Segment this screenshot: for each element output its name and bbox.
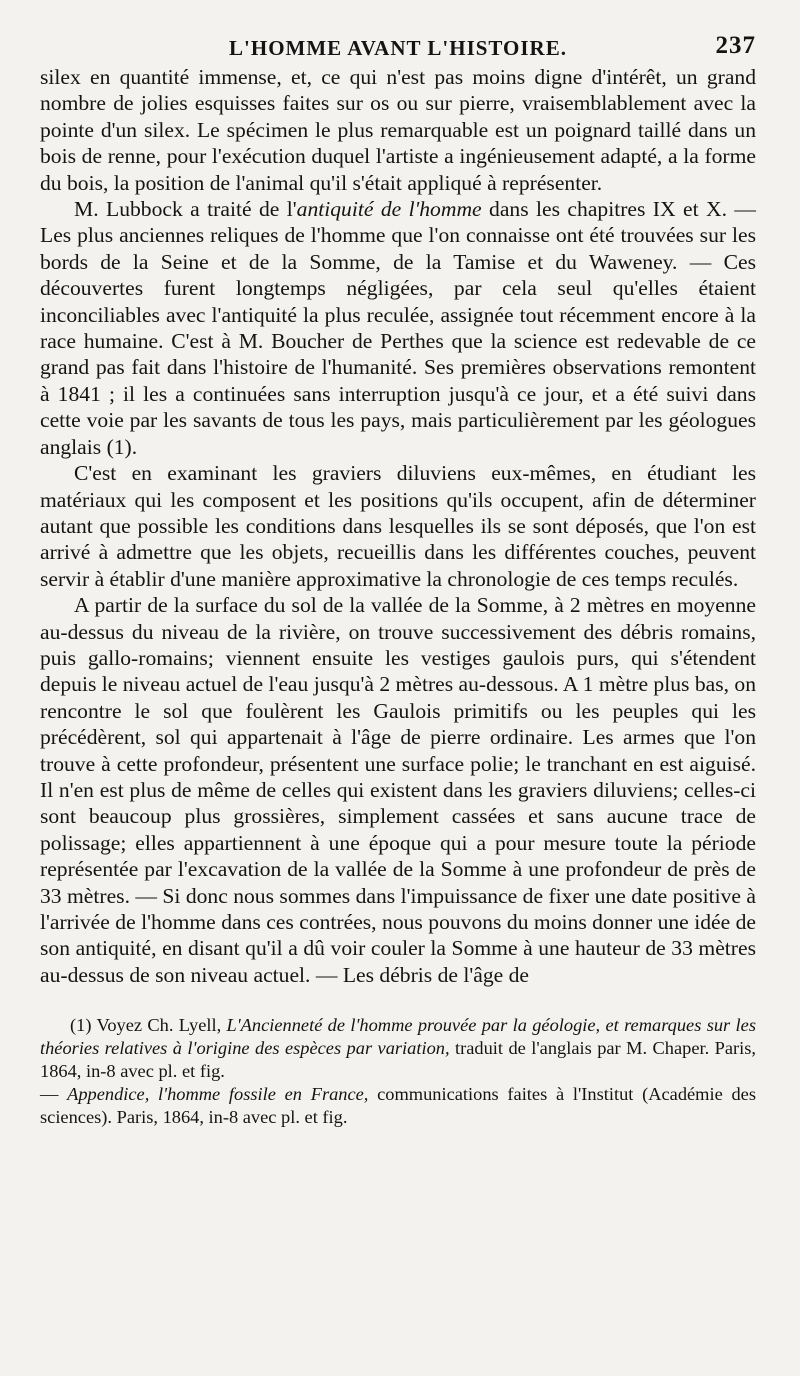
running-title: L'HOMME AVANT L'HISTOIRE. [229, 36, 567, 60]
paragraph-lubbock [40, 196, 756, 460]
page-number: 237 [715, 32, 756, 59]
footnote-appendix [40, 1083, 756, 1129]
lubbock-text-start: M. Lubbock a traité de l' [74, 197, 297, 222]
footnote-appendix-title: Appendice, l'homme fossile en France, [67, 1084, 369, 1105]
body-text [40, 64, 756, 988]
paragraph-somme: A partir de la surface du sol de la vallée de la Somme, à 2 mètres en moyenne au-dessus du niveau de la rivière, on trouve successivement des débris romains, puis gallo-romains; viennent ensuite les vestiges gaulois purs, qui s'étendent depuis le niveau actuel de l'eau jusqu'à 2 mètres au-dessous. A 1 mètre plus bas, on rencontre le sol que foulèrent les Gaulois primitifs ou les peuples qui les précédèrent, sol qui appartenait à l'âge de pierre ordinaire. Les armes que l'on trouve à cette profondeur, présentent une surface polie; le tranchant en est aiguisé. Il n'en est plus de même de celles qui existent dans les graviers diluviens; celles-ci sont beaucoup plus grossières, simplement cassées et sans aucune trace de polissage; elles appartiennent à une époque qui a pour mesure toute la période représentée par l'excavation de la vallée de la Somme à une profondeur de près de 33 mètres. — Si donc nous sommes dans l'impuissance de fixer une date positive à l'arrivée de l'homme dans ces contrées, nous pouvons du moins donner une idée de son antiquité, en disant qu'il a dû voir couler la Somme à une hauteur de 33 mètres au-dessus de son niveau actuel. — Les débris de l'âge de [40, 593, 756, 987]
footnote-1-prefix: (1) Voyez Ch. Lyell, [70, 1015, 227, 1036]
footnote-1 [40, 1014, 756, 1083]
footnotes [40, 1014, 756, 1129]
paragraph-graviers: C'est en examinant les graviers diluviens eux-mêmes, en étudiant les matériaux qui les composent et les positions qu'ils occupent, afin de déterminer autant que possible les conditions dans lesquelles ils se sont déposés, que l'on est arrivé à admettre que les objets, recueillis dans les différentes couches, peuvent servir à établir d'une manière approximative la chronologie de ces temps reculés. [40, 461, 756, 591]
running-head [40, 30, 756, 64]
lubbock-text-rest: dans les chapitres IX et X. — Les plus anciennes reliques de l'homme que l'on connaisse ont été trouvées sur les bords de la Seine et de la Somme, de la Tamise et du Waweney. — Ces découvertes furent longtemps négligées, par cela seul qu'elles étaient inconciliables avec l'antiquité la plus reculée, assignée tout récemment encore à la race humaine. C'est à M. Boucher de Perthes que la science est redevable de ce grand pas fait dans l'histoire de l'humanité. Ses premières observations remontent à 1841 ; il les a continuées sans interruption jusqu'à ce jour, et a été suivi dans cette voie par les savants de tous les pays, mais particulièrement par les géologues anglais (1). [40, 197, 756, 459]
footnote-appendix-prefix: — [40, 1084, 68, 1105]
footnote-appendix-suffix: communications faites à l'Institut (Académie des sciences). Paris, 1864, in-8 avec pl. et fig. [40, 1084, 756, 1128]
paragraph-continuation: silex en quantité immense, et, ce qui n'est pas moins digne d'intérêt, un grand nombre de jolies esquisses faites sur os ou sur pierre, vraisemblablement avec la pointe d'un silex. Le spécimen le plus remarquable est un poignard taillé dans un bois de renne, pour l'exécution duquel l'artiste a ingénieusement adapté, a la forme du bois, la position de l'animal qu'il s'était appliqué à représenter. [40, 65, 756, 195]
footnote-1-title: L'Ancienneté de l'homme prouvée par la géologie, et remarques sur les théories relatives à l'origine des espèces par variation, [40, 1015, 756, 1059]
footnote-1-suffix: traduit de l'anglais par M. Chaper. Paris, 1864, in-8 avec pl. et fig. [40, 1038, 756, 1082]
lubbock-italic-title: antiquité de l'homme [296, 197, 482, 222]
